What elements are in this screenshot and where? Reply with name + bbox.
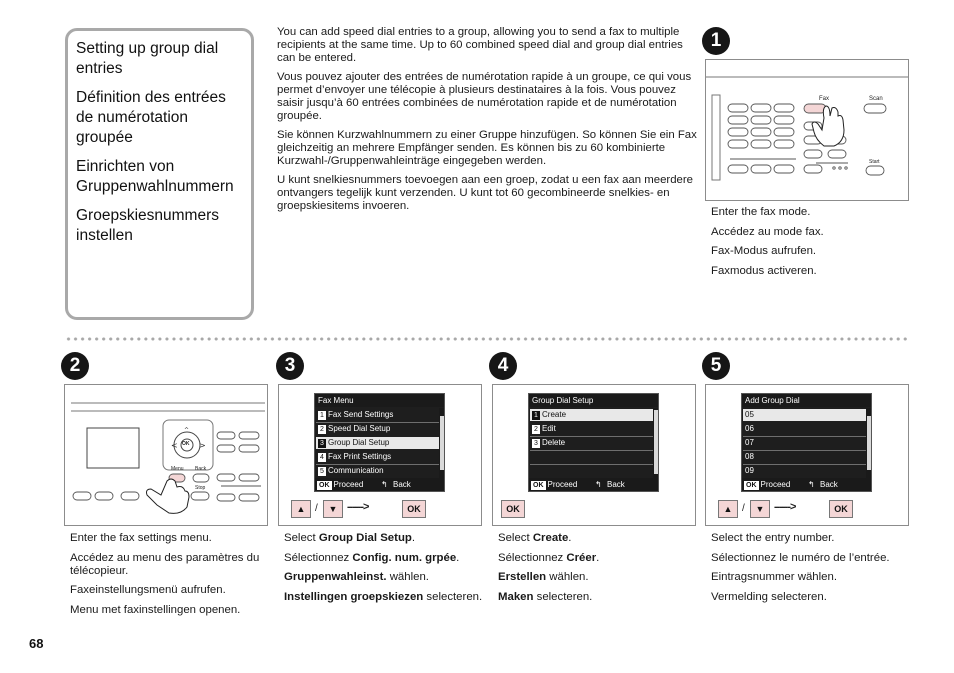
- lcd-footer: [529, 478, 658, 491]
- fax-menu-lcd: [314, 393, 445, 492]
- step-4-caption-fr: Sélectionnez Créer.: [498, 551, 600, 564]
- back-label: Back: [393, 480, 411, 489]
- back-icon: ↰: [808, 480, 815, 489]
- row-separator: [530, 450, 653, 451]
- entry-row[interactable]: 08: [745, 452, 754, 461]
- row-number: 2: [532, 425, 540, 434]
- step-4-captions: [498, 532, 698, 610]
- ok-button-label: OK: [182, 441, 190, 447]
- lcd-footer: [742, 478, 871, 491]
- step-1-control-panel-illustration: [705, 59, 909, 201]
- step-4-caption-nl: Maken selecteren.: [498, 590, 593, 603]
- intro-paragraph-de: Sie können Kurzwahlnummern zu einer Gruppe hinzufügen. So können Sie ein Fax gleichzeitig an mehrere Empfänger senden. Es können bis zu 60 kombinierte Kurzwahl-/Gruppenwahleinträge eingegeben werden.: [277, 129, 697, 167]
- step-4-caption-de: Erstellen wählen.: [498, 571, 589, 583]
- lcd-menu-row[interactable]: [316, 451, 439, 463]
- lcd-menu-row[interactable]: [530, 437, 653, 449]
- row-number: 1: [532, 411, 540, 420]
- intro-paragraph-fr: Vous pouvez ajouter des entrées de numérotation rapide à un groupe, ce qui vous permet d’envoyer une télécopie à plusieurs destinataires à la fois. Vous pouvez saisir jusqu’à 60 entrées combinées de numérotation rapide et de numérotation groupée.: [277, 71, 692, 122]
- step-5-captions: [711, 532, 911, 610]
- step-1-caption-en: Enter the fax mode.: [711, 206, 811, 218]
- step-2-caption-de: Faxeinstellungsmenü aufrufen.: [70, 584, 226, 596]
- row-label: Fax Send Settings: [328, 410, 394, 419]
- lcd-header: Add Group Dial: [742, 394, 871, 407]
- proceed-label: Proceed: [333, 480, 364, 489]
- entry-row[interactable]: 09: [745, 466, 754, 475]
- section-title-nl: Groepskiesnummers instellen: [76, 207, 219, 244]
- step-1-caption-de: Fax-Modus aufrufen.: [711, 245, 817, 257]
- row-label: Fax Print Settings: [328, 452, 392, 461]
- lcd-menu-row[interactable]: [316, 423, 439, 435]
- back-button-label: Back: [195, 466, 207, 472]
- step-4-screen-panel: [492, 384, 696, 526]
- proceed-label: Proceed: [547, 480, 578, 489]
- ok-badge: OK: [319, 482, 330, 489]
- step-5-screen-panel: [705, 384, 909, 526]
- lcd-menu-row-selected[interactable]: [316, 437, 439, 449]
- lcd-scrollbar: [439, 408, 445, 478]
- lcd-menu-row[interactable]: [316, 409, 439, 421]
- row-number: 4: [318, 453, 326, 462]
- svg-text:<: <: [171, 441, 178, 450]
- row-separator: [530, 464, 653, 465]
- back-icon: ↰: [595, 480, 602, 489]
- key-separator: /: [742, 503, 745, 514]
- proceed-label: Proceed: [760, 480, 791, 489]
- svg-text:>: >: [199, 441, 206, 450]
- intro-text: [277, 26, 697, 219]
- lcd-scrollbar: [653, 408, 659, 478]
- row-label: Communication: [328, 466, 384, 475]
- entry-row[interactable]: 06: [745, 424, 754, 433]
- start-button-label: Start: [869, 159, 880, 165]
- section-title-box: [65, 28, 254, 320]
- step-2-caption-en: Enter the fax settings menu.: [70, 532, 212, 544]
- entry-row[interactable]: 07: [745, 438, 754, 447]
- lcd-menu-row-selected[interactable]: [530, 409, 653, 421]
- down-key[interactable]: ▼: [750, 500, 770, 518]
- lcd-scrollbar: [866, 408, 872, 478]
- arrow-to-ok: ------>: [347, 501, 369, 513]
- row-number: 1: [318, 411, 326, 420]
- intro-paragraph-en: You can add speed dial entries to a group, allowing you to send a fax to multiple recipients at the same time. Up to 60 combined speed dial and group dial entries can be entered.: [277, 26, 683, 64]
- ok-key[interactable]: OK: [402, 500, 426, 518]
- step-5-caption-de: Eintragsnummer wählen.: [711, 571, 837, 583]
- step-1-number: 1: [702, 27, 730, 55]
- menu-button-label: Menu: [171, 466, 184, 472]
- section-title-en: Setting up group dial entries: [76, 40, 219, 77]
- step-2-number: 2: [61, 352, 89, 380]
- lcd-menu-row[interactable]: [530, 423, 653, 435]
- ok-key[interactable]: OK: [501, 500, 525, 518]
- step-3-caption-nl: Instellingen groepskiezen selecteren.: [284, 590, 483, 603]
- ok-badge: OK: [533, 482, 544, 489]
- intro-paragraph-nl: U kunt snelkiesnummers toevoegen aan een groep, zodat u een fax aan meerdere ontvangers tegelijk kunt verzenden. U kunt tot 60 gecombineerde snelkies- en groepskiesitems invoeren.: [277, 174, 694, 212]
- step-3-caption-en: Select Group Dial Setup.: [284, 532, 416, 544]
- fax-button-label: Fax: [819, 96, 830, 102]
- group-dial-setup-lcd: [528, 393, 659, 492]
- add-group-dial-lcd: [741, 393, 872, 492]
- row-label: Delete: [542, 438, 566, 447]
- row-number: 5: [318, 467, 326, 476]
- step-5-number: 5: [702, 352, 730, 380]
- step-4-number: 4: [489, 352, 517, 380]
- step-5-caption-nl: Vermelding selecteren.: [711, 590, 827, 603]
- section-divider: [65, 337, 910, 341]
- back-label: Back: [607, 480, 625, 489]
- step-1-caption-nl: Faxmodus activeren.: [711, 264, 817, 277]
- step-5-caption-fr: Sélectionnez le numéro de l’entrée.: [711, 551, 890, 564]
- key-separator: /: [315, 503, 318, 514]
- row-number: 3: [318, 439, 326, 448]
- step-3-screen-panel: [278, 384, 482, 526]
- step-3-caption-fr: Sélectionnez Config. num. grpée.: [284, 551, 460, 564]
- step-2-control-panel-illustration: [64, 384, 268, 526]
- up-key[interactable]: ▲: [718, 500, 738, 518]
- step-2-caption-nl: Menu met faxinstellingen openen.: [70, 603, 241, 616]
- step-3-caption-de: Gruppenwahleinst. wählen.: [284, 571, 429, 583]
- row-label: Group Dial Setup: [328, 438, 390, 447]
- down-key[interactable]: ▼: [323, 500, 343, 518]
- svg-text:^: ^: [184, 427, 190, 434]
- up-key[interactable]: ▲: [291, 500, 311, 518]
- section-title-fr: Définition des entrées de numérotation groupée: [76, 89, 226, 146]
- lcd-footer: [315, 478, 444, 491]
- section-title-de: Einrichten von Gruppenwahlnummern: [76, 158, 234, 195]
- step-3-number: 3: [276, 352, 304, 380]
- step-1-captions: [711, 206, 911, 284]
- ok-key[interactable]: OK: [829, 500, 853, 518]
- step-5-caption-en: Select the entry number.: [711, 532, 835, 544]
- lcd-header: Group Dial Setup: [529, 394, 658, 407]
- stop-button-label: Stop: [195, 485, 206, 491]
- ok-badge: OK: [746, 482, 757, 489]
- page-number: 68: [29, 636, 44, 651]
- row-label: Speed Dial Setup: [328, 424, 391, 433]
- step-3-captions: [284, 532, 484, 610]
- step-2-caption-fr: Accédez au menu des paramètres du télécopieur.: [70, 551, 260, 577]
- back-label: Back: [820, 480, 838, 489]
- arrow-to-ok: ------>: [774, 501, 796, 513]
- row-label: Create: [542, 410, 567, 419]
- step-4-caption-en: Select Create.: [498, 532, 572, 544]
- step-1-caption-fr: Accédez au mode fax.: [711, 225, 824, 238]
- scan-button-label: Scan: [869, 96, 883, 102]
- lcd-header: Fax Menu: [315, 394, 444, 407]
- lcd-menu-row[interactable]: [316, 465, 439, 477]
- row-number: 3: [532, 439, 540, 448]
- step-2-captions: [70, 532, 270, 623]
- entry-row-selected[interactable]: 05: [743, 409, 866, 421]
- row-number: 2: [318, 425, 326, 434]
- settings-panel-svg: [65, 385, 268, 526]
- back-icon: ↰: [381, 480, 388, 489]
- row-label: Edit: [542, 424, 556, 433]
- fax-panel-svg: [706, 60, 909, 201]
